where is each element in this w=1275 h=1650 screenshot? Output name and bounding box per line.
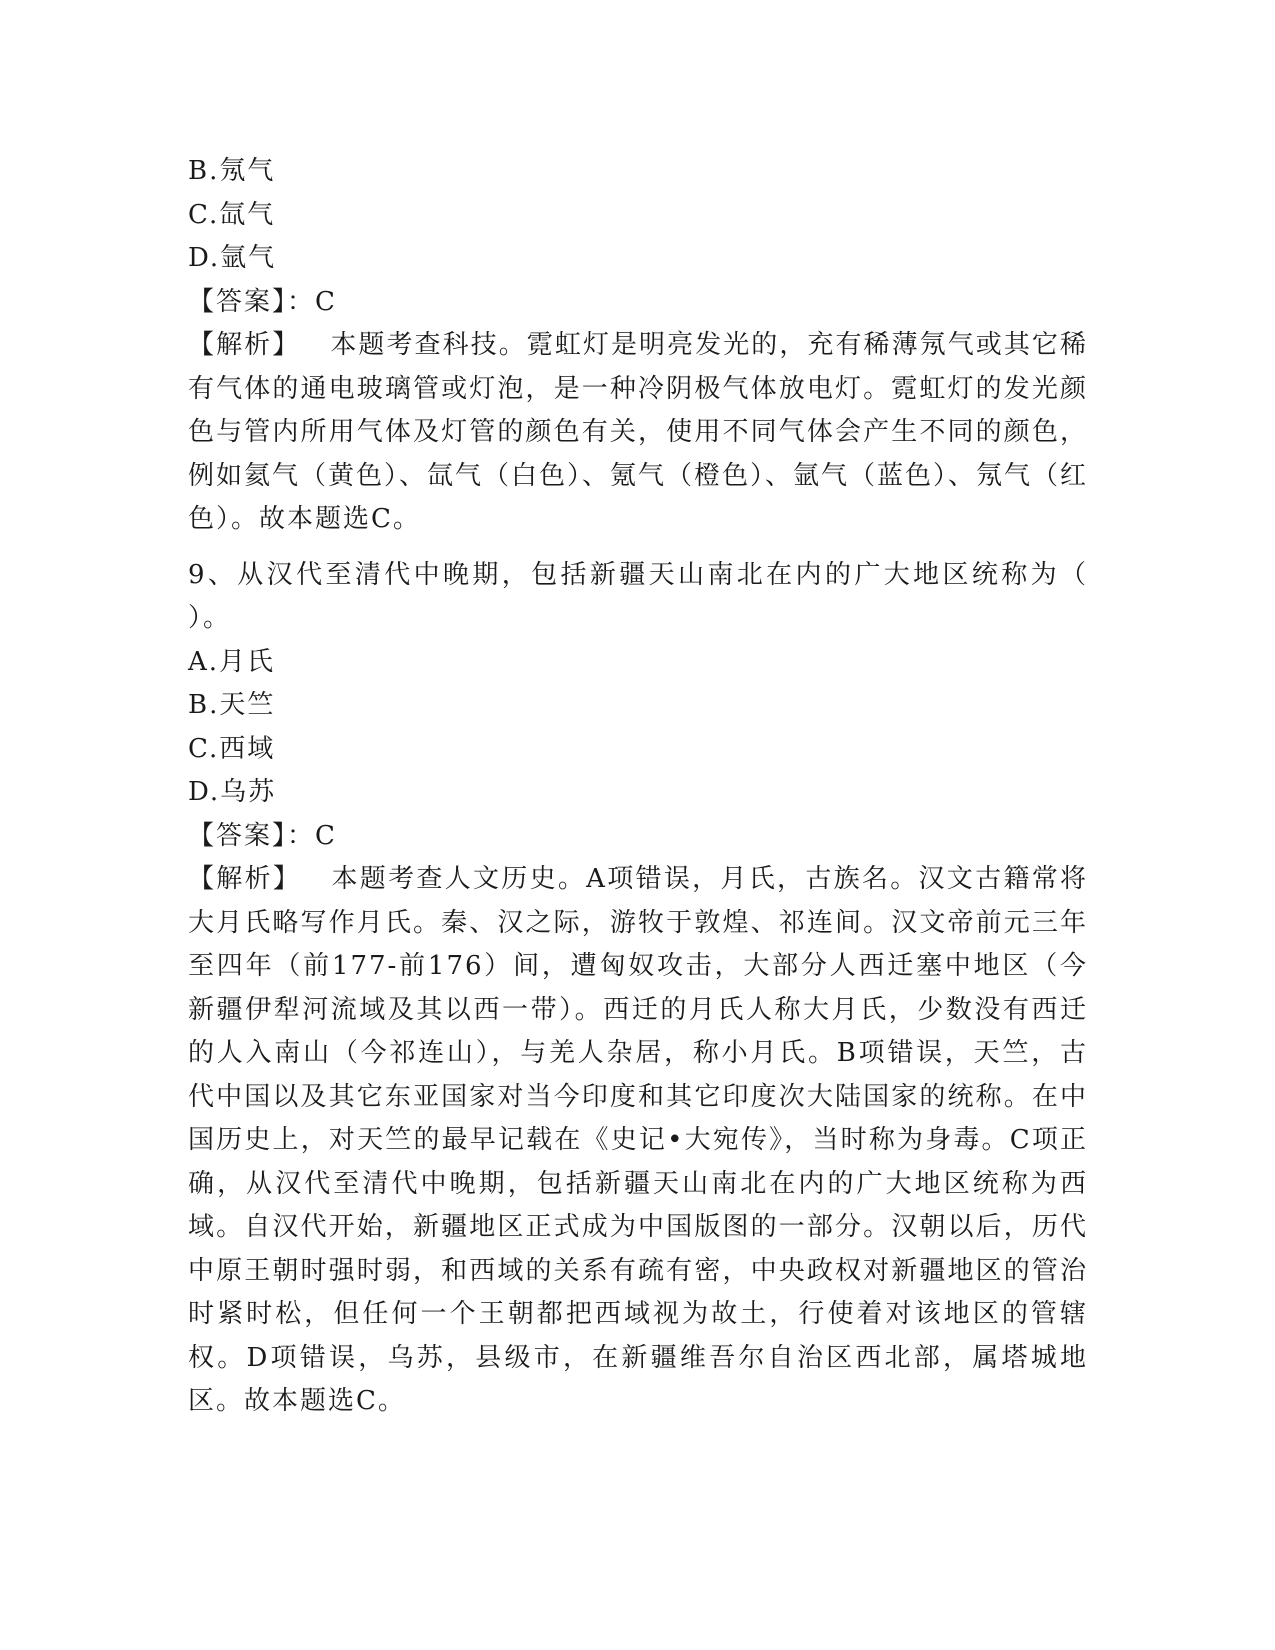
option-b: B.氖气 — [188, 156, 276, 186]
answer-value: ：C — [287, 286, 337, 317]
question-9-block — [188, 554, 1088, 1424]
option-a: A.月氏 — [188, 646, 276, 677]
answer-value: ：C — [287, 820, 337, 851]
document-page — [188, 150, 1088, 1424]
option-d: D.乌苏 — [188, 777, 277, 807]
answer-line — [188, 281, 1088, 325]
analysis-label: 【解析】 — [188, 330, 301, 360]
question-stem: 9、从汉代至清代中晚期，包括新疆天山南北在内的广大地区统称为（ ）。 — [188, 559, 1088, 633]
option-d: D.氩气 — [188, 243, 277, 273]
analysis-paragraph — [188, 324, 1088, 542]
analysis-text: 本题考查科技。霓虹灯是明亮发光的，充有稀薄氖气或其它稀有气体的通电玻璃管或灯泡，是一种冷阴极气体放电灯。霓虹灯的发光颜色与管内所用气体及灯管的颜色有关，使用不同气体会产生不同的颜色，例如氦气（黄色）、氙气（白色）、氪气（橙色）、氩气（蓝色）、氖气（红色）。故本题选C。 — [188, 330, 1089, 534]
answer-label: 【答案】 — [188, 286, 288, 317]
question-8-block — [188, 150, 1088, 542]
analysis-label: 【解析】 — [188, 864, 302, 894]
analysis-text: 本题考查人文历史。A项错误，月氏，古族名。汉文古籍常将大月氏略写作月氏。秦、汉之际，游牧于敦煌、祁连间。汉文帝前元三年至四年（前177-前176）间，遭匈奴攻击，大部分人西迁塞中地区（今新疆伊犁河流域及其以西一带）。西迁的月氏人称大月氏，少数没有西迁的人入南山（今祁连山），与羌人杂居，称小月氏。B项错误，天竺，古代中国以及其它东亚国家对当今印度和其它印度次大陆国家的统称。在中国历史上，对天竺的最早记载在《史记•大宛传》，当时称为身毒。C项正确，从汉代至清代中晚期，包括新疆天山南北在内的广大地区统称为西域。自汉代开始，新疆地区正式成为中国版图的一部分。汉朝以后，历代中原王朝时强时弱，和西域的关系有疏有密，中央政权对新疆地区的管治时紧时松，但任何一个王朝都把西域视为故土，行使着对该地区的管辖权。D项错误，乌苏，县级市，在新疆维吾尔自治区西北部，属塔城地区。故本题选C。 — [188, 864, 1088, 1416]
answer-label: 【答案】 — [188, 820, 288, 851]
option-c: C.西域 — [188, 733, 276, 764]
option-c: C.氙气 — [188, 199, 276, 230]
analysis-paragraph — [188, 858, 1088, 1424]
option-b: B.天竺 — [188, 690, 276, 720]
answer-line — [188, 815, 1088, 859]
